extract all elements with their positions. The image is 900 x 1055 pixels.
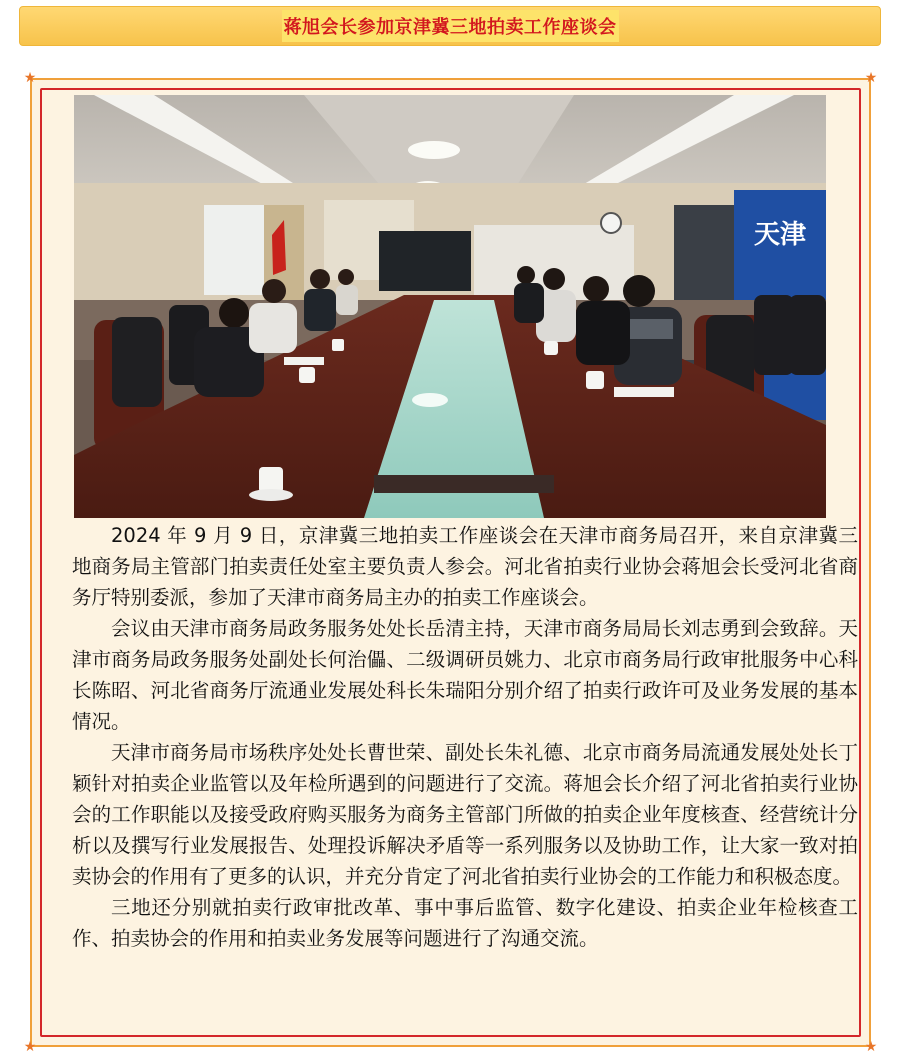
frame-line-left xyxy=(30,78,32,1047)
corner-star-icon: ★ xyxy=(864,1039,878,1055)
frame-line-right xyxy=(869,78,871,1047)
paragraph: 天津市商务局市场秩序处处长曹世荣、副处长朱礼德、北京市商务局流通发展处处长丁颖针对拍卖企业监管以及年检所遇到的问题进行了交流。蒋旭会长介绍了河北省拍卖行业协会的工作职能以及接受政府购买服务为商务主管部门所做的拍卖企业年度核查、经营统计分析以及撰写行业发展报告、处理投诉解决矛盾等一系列服务以及协助工作，让大家一致对拍卖协会的作用有了更多的认识，并充分肯定了河北省拍卖行业协会的工作能力和积极态度。 xyxy=(72,741,858,888)
corner-star-icon: ★ xyxy=(23,70,37,86)
paragraph: 2024 年 9 月 9 日，京津冀三地拍卖工作座谈会在天津市商务局召开，来自京津冀三地商务局主管部门拍卖责任处室主要负责人参会。河北省拍卖行业协会蒋旭会长受河北省商务厅特别委派，参加了天津市商务局主办的拍卖工作座谈会。 xyxy=(72,524,858,609)
sign-text: 天津 xyxy=(754,220,807,250)
paragraph: 三地还分别就拍卖行政审批改革、事中事后监管、数字化建设、拍卖企业年检核查工作、拍卖协会的作用和拍卖业务发展等问题进行了沟通交流。 xyxy=(72,896,858,950)
meeting-photo xyxy=(74,95,826,518)
page-title: 蒋旭会长参加京津冀三地拍卖工作座谈会 xyxy=(282,10,619,42)
corner-star-icon: ★ xyxy=(864,70,878,86)
corner-star-icon: ★ xyxy=(23,1039,37,1055)
frame-line-bottom xyxy=(30,1045,871,1047)
paragraph: 会议由天津市商务局政务服务处处长岳清主持，天津市商务局局长刘志勇到会致辞。天津市商务局政务服务处副处长何治儡、二级调研员姚力、北京市商务局行政审批服务中心科长陈昭、河北省商务厅流通业发展处科长朱瑞阳分别介绍了拍卖行政许可及业务发展的基本情况。 xyxy=(72,617,858,733)
title-bar xyxy=(19,6,881,46)
article-body xyxy=(72,520,858,954)
frame-line-top xyxy=(30,78,871,80)
